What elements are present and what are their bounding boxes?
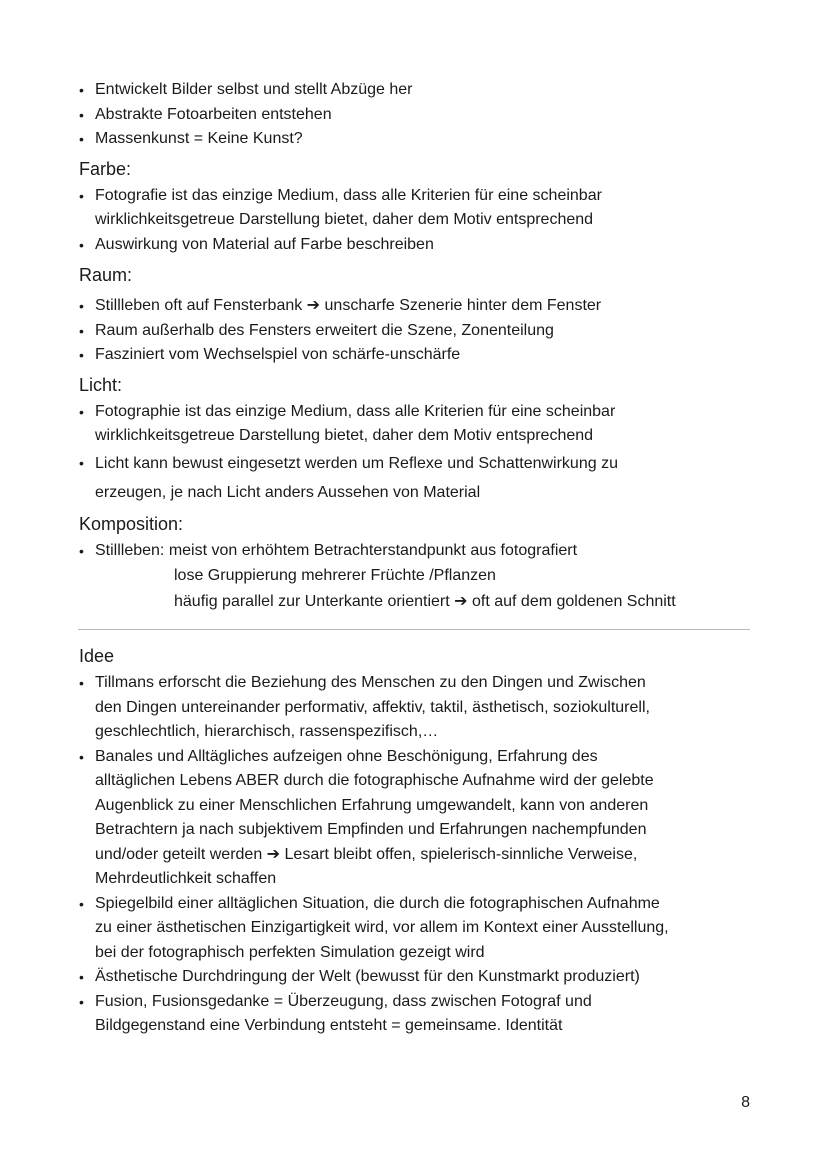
section-heading-farbe: Farbe: (79, 158, 132, 179)
list-item: • Ästhetische Durchdringung der Welt (bewusst für den Kunstmarkt produziert) (78, 965, 750, 990)
list-item: • Massenkunst = Keine Kunst? (78, 127, 750, 152)
raum-list (78, 294, 750, 368)
section-heading-raum: Raum: (79, 265, 133, 285)
page-number: 8 (741, 1094, 750, 1111)
list-item: • Fotographie ist das einzige Medium, dass alle Kriterien für eine scheinbar wirklichkeitsgetreue Darstellung bietet, daher dem Motiv entsprechend (78, 400, 750, 449)
section-heading-idee: Idee (79, 646, 115, 666)
list-item: • Fusion, Fusionsgedanke = Überzeugung, dass zwischen Fotograf und Bildgegenstand eine Verbindung entsteht = gemeinsame. Identität (78, 990, 750, 1039)
list-item: • Fotografie ist das einzige Medium, dass alle Kriterien für eine scheinbar wirklichkeitsgetreue Darstellung bietet, daher dem Motiv entsprechend (78, 184, 750, 233)
intro-list (78, 78, 750, 152)
komposition-line: lose Gruppierung mehrerer Früchte /Pflanzen (174, 567, 496, 584)
list-item: • Abstrakte Fotoarbeiten entstehen (78, 103, 750, 128)
farbe-list (78, 184, 750, 258)
list-item: • Licht kann bewust eingesetzt werden um Reflexe und Schattenwirkung zu erzeugen, je nach Licht anders Aussehen von Material (78, 449, 750, 507)
list-item: • Tillmans erforscht die Beziehung des Menschen zu den Dingen und Zwischen den Dingen untereinander performativ, affektiv, taktil, ästhetisch, soziokulturell, geschlechtlich, hierarchisch, rassenspezifisch,… (78, 671, 750, 745)
section-heading-licht: Licht: (79, 374, 123, 395)
list-item: • Raum außerhalb des Fensters erweitert die Szene, Zonenteilung (78, 319, 750, 344)
page-content (78, 78, 750, 1039)
idee-list (78, 671, 750, 1039)
list-item: • Banales und Alltägliches aufzeigen ohne Beschönigung, Erfahrung des alltäglichen Lebens ABER durch die fotographische Aufnahme wird der gelebte Augenblick zu einer Menschlichen Erfahrung umgewandelt, kann von anderen Betrachtern ja nach subjektivem Empfinden und Erfahrungen nachempfunden und/oder geteilt werden ➔ Lesart bleibt offen, spielerisch-sinnliche Verweise, Mehrdeutlichkeit schaffen (78, 745, 750, 892)
komposition-list (78, 539, 750, 564)
list-item: • Stillleben oft auf Fensterbank ➔ unscharfe Szenerie hinter dem Fenster (78, 294, 750, 319)
list-item: • Fasziniert vom Wechselspiel von schärfe-unschärfe (78, 343, 750, 368)
list-item: • Stillleben: meist von erhöhtem Betrachterstandpunkt aus fotografiert (78, 539, 750, 564)
komposition-line: häufig parallel zur Unterkante orientiert ➔ oft auf dem goldenen Schnitt (174, 592, 676, 610)
licht-list (78, 400, 750, 507)
section-divider (78, 629, 750, 630)
list-item: • Auswirkung von Material auf Farbe beschreiben (78, 233, 750, 258)
list-item: • Entwickelt Bilder selbst und stellt Abzüge her (78, 78, 750, 103)
list-item: • Spiegelbild einer alltäglichen Situation, die durch die fotographischen Aufnahme zu einer ästhetischen Einzigartigkeit wird, vor allem im Kontext einer Ausstellung, bei der fotographisch perfekten Simulation gezeigt wird (78, 892, 750, 966)
section-heading-komposition: Komposition: (79, 513, 184, 534)
